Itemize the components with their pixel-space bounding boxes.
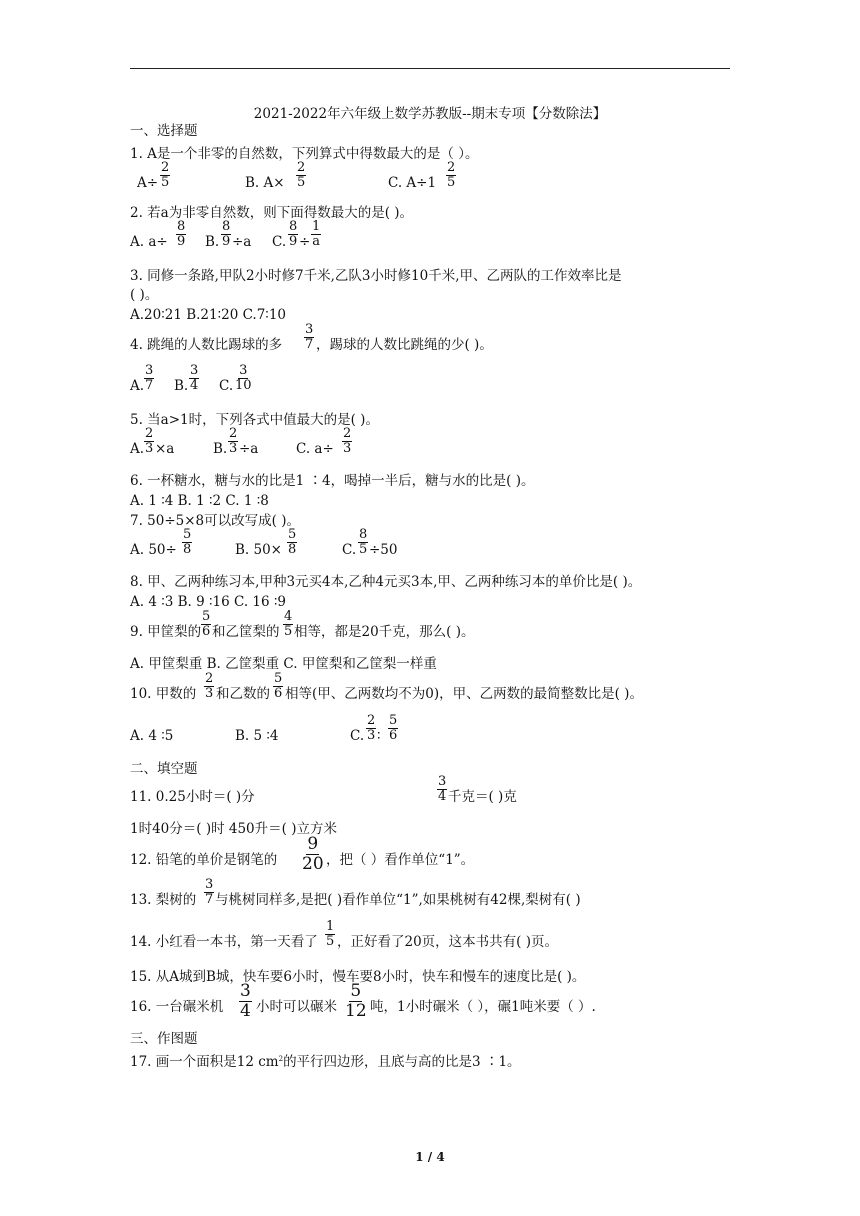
q3-options: A.20∶21 B.21∶20 C.7∶10 [130, 307, 286, 323]
question-4: 4. 跳绳的人数比踢球的多 [130, 337, 283, 353]
q5-option-c: C. a÷ [296, 441, 334, 457]
page-title: 2021-2022年六年级上数学苏教版--期末专项【分数除法】 [253, 106, 607, 122]
q6-options: A. 1 ∶4 B. 1 ∶2 C. 1 ∶8 [130, 493, 269, 509]
fraction: 3 4 [190, 363, 199, 393]
q7-option-b: B. 50× [235, 542, 282, 558]
question-4-tail: ，踢球的人数比跳绳的少( )。 [316, 337, 493, 353]
question-2: 2. 若a为非零自然数，则下面得数最大的是( )。 [130, 205, 414, 221]
q2-option-c: C. [272, 234, 287, 250]
page-number: 1 / 4 [415, 1150, 445, 1164]
fraction: 3 4 [438, 774, 447, 804]
fraction: 2 5 [447, 160, 456, 190]
question-11-b: 千克＝( )克 [448, 789, 517, 805]
q4-option-b: B. [174, 378, 189, 394]
question-15: 15. 从A城到B城，快车要6小时，慢车要8小时，快车和慢车的速度比是( )。 [130, 969, 586, 985]
q1-option-c: C. A÷1 [388, 175, 437, 191]
q4-option-a: A. [130, 378, 145, 394]
question-14-tail: ，正好看了20页，这本书共有( )页。 [337, 934, 559, 950]
q5-option-b: B. [213, 441, 228, 457]
fraction: 5 6 [202, 609, 211, 639]
question-13: 13. 梨树的 [130, 892, 197, 908]
question-3-cont: ( )。 [130, 287, 159, 303]
question-1: 1. A是一个非零的自然数，下列算式中得数最大的是（ ）。 [130, 146, 479, 162]
question-11-c: 1时40分＝( )时 450升＝( )立方米 [130, 821, 337, 837]
q2-option-a: A. a÷ [130, 234, 168, 250]
fraction: 2 5 [297, 160, 306, 190]
fraction: 1 a [312, 219, 321, 249]
fraction: 8 9 [289, 219, 298, 249]
fraction: 2 3 [229, 426, 238, 456]
q2-option-b-tail: ÷a [232, 234, 252, 250]
fraction: 4 5 [284, 609, 293, 639]
question-14: 14. 小红看一本书，第一天看了 [130, 934, 318, 950]
q1-option-b: B. A× [245, 175, 285, 191]
fraction: 5 6 [389, 713, 398, 743]
q4-option-c: C. [219, 378, 234, 394]
q9-options: A. 甲筐梨重 B. 乙筐梨重 C. 甲筐梨和乙筐梨一样重 [130, 656, 437, 672]
question-7: 7. 50÷5×8可以改写成( )。 [130, 513, 300, 529]
question-12-tail: ，把（ ）看作单位“1”。 [326, 852, 475, 868]
question-10-tail: 相等(甲、乙两数均不为0)，甲、乙两数的最简整数比是( )。 [285, 686, 643, 702]
q10-option-b: B. 5 ∶4 [235, 728, 279, 744]
fraction: 2 3 [343, 426, 352, 456]
q7-option-a: A. 50÷ [130, 542, 177, 558]
fraction: 3 7 [205, 877, 214, 907]
fraction: 3 10 [235, 363, 252, 393]
fraction: 5 6 [274, 671, 283, 701]
question-16-mid: 小时可以碾米 [256, 999, 337, 1015]
fraction: 3 7 [145, 363, 154, 393]
fraction: 2 3 [145, 426, 154, 456]
question-10-mid: 和乙数的 [216, 686, 270, 702]
fraction: 5 8 [288, 527, 297, 557]
question-16: 16. 一台碾米机 [130, 999, 224, 1015]
question-9: 9. 甲筐梨的 [130, 624, 202, 640]
fraction: 2 3 [205, 671, 214, 701]
fraction: 1 5 [326, 919, 335, 949]
header-rule [130, 68, 730, 69]
q10-option-a: A. 4 ∶5 [130, 728, 174, 744]
question-9-mid: 和乙筐梨的 [212, 624, 280, 640]
fraction: 5 12 [345, 981, 367, 1021]
question-11: 11. 0.25小时＝( )分 [130, 789, 255, 805]
fraction: 5 8 [183, 527, 192, 557]
fraction: 2 5 [161, 160, 170, 190]
question-10: 10. 甲数的 [130, 686, 197, 702]
q2-option-c-op: ÷ [299, 234, 311, 250]
q7-option-c: C. [342, 542, 357, 558]
q5-option-a-tail: ×a [155, 441, 175, 457]
ratio-colon: ∶ [377, 728, 381, 744]
q1-option-a: A÷ [137, 175, 159, 191]
section-heading: 二、填空题 [130, 761, 198, 777]
q2-option-b: B. [205, 234, 220, 250]
section-heading: 一、选择题 [130, 123, 198, 139]
section-heading: 三、作图题 [130, 1031, 198, 1047]
q10-option-c: C. [350, 728, 365, 744]
fraction: 8 9 [222, 219, 231, 249]
q5-option-b-tail: ÷a [239, 441, 259, 457]
q7-option-c-tail: ÷50 [369, 542, 398, 558]
question-16-tail: 吨，1小时碾米（ ），碾1吨米要（ ）. [370, 999, 596, 1015]
question-6: 6. 一杯糖水，糖与水的比是1 ∶4，喝掉一半后，糖与水的比是( )。 [130, 473, 535, 489]
question-17: 17. 画一个面积是12 $cm^2$的平行四边形，且底与高的比是3 ∶1。 [130, 1054, 521, 1070]
fraction: 3 4 [240, 981, 251, 1021]
question-5: 5. 当a>1时，下列各式中值最大的是( )。 [130, 412, 379, 428]
q5-option-a: A. [130, 441, 145, 457]
fraction: 2 3 [367, 713, 376, 743]
fraction: 9 20 [302, 834, 324, 874]
question-8: 8. 甲、乙两种练习本,甲种3元买4本,乙种4元买3本,甲、乙两种练习本的单价比是( )。 [130, 574, 642, 590]
fraction: 3 7 [305, 322, 314, 352]
fraction: 8 5 [359, 527, 368, 557]
question-3: 3. 同修一条路,甲队2小时修7千米,乙队3小时修10千米,甲、乙两队的工作效率比是 [130, 268, 622, 284]
question-12: 12. 铅笔的单价是钢笔的 [130, 852, 278, 868]
fraction: 8 9 [177, 219, 186, 249]
question-13-tail: 与桃树同样多,是把( )看作单位“1”,如果桃树有42棵,梨树有( ) [215, 892, 581, 908]
q8-options: A. 4 ∶3 B. 9 ∶16 C. 16 ∶9 [130, 594, 286, 610]
question-9-tail: 相等，都是20千克，那么( )。 [294, 624, 475, 640]
